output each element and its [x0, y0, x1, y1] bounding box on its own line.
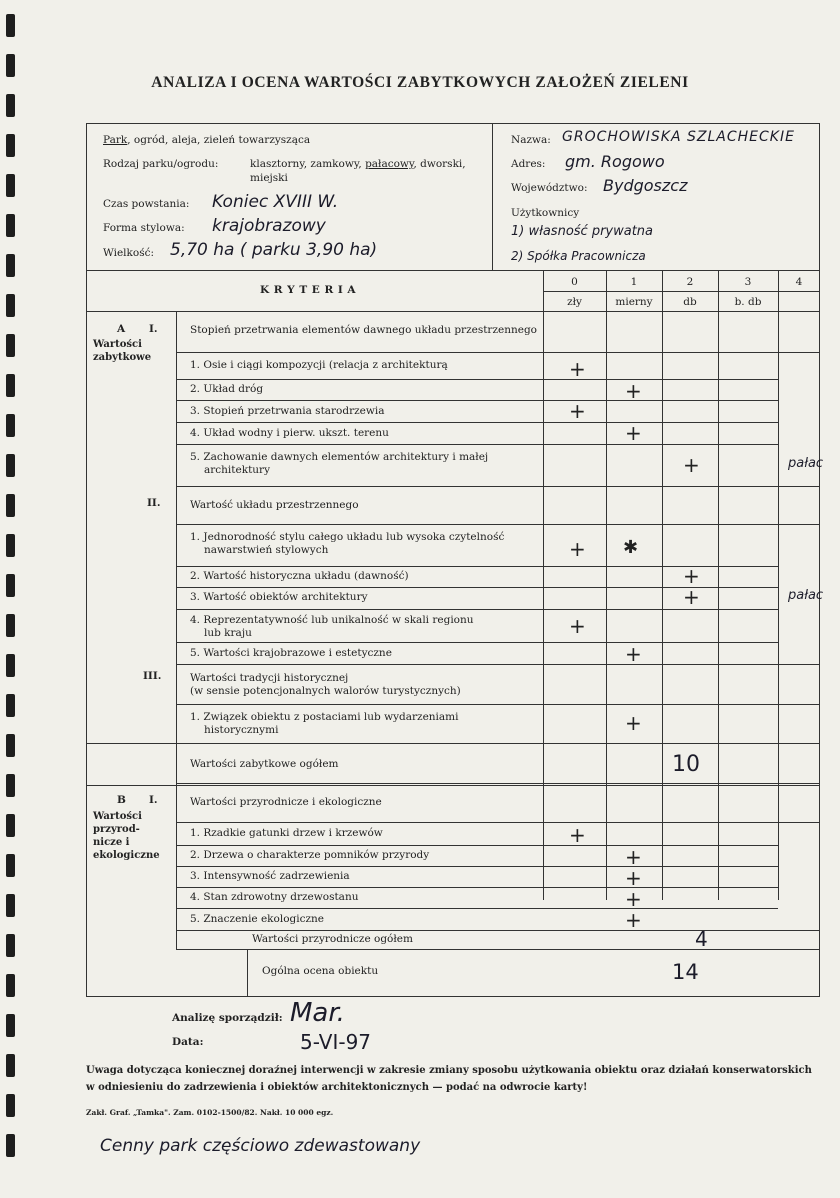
address-label: Adres: — [511, 158, 546, 170]
name-label: Nazwa: — [511, 134, 551, 146]
section-a-letter: A — [117, 323, 126, 335]
a3-row-1b: historycznymi — [204, 724, 279, 736]
handwritten-remark: Cenny park częściowo zdewastowany — [100, 1136, 421, 1156]
prepared-by-signature: Mar. — [290, 998, 345, 1028]
section-a-roman-1: I. — [149, 323, 158, 335]
section-a-total-label: Wartości zabytkowe ogółem — [190, 758, 339, 770]
printer-imprint: Zakł. Graf. „Tamka". Zam. 0102-1500/82. Nakł. 10 000 egz. — [86, 1108, 334, 1117]
section-b-name-4: ekologiczne — [93, 850, 160, 861]
date-value: 5-VI-97 — [300, 1030, 372, 1054]
mark-a1-r1: + — [569, 357, 586, 381]
scale-num-2: 2 — [686, 276, 694, 288]
overall-value: 14 — [672, 960, 699, 984]
a3-row-1a: 1. Związek obiektu z postaciami lub wydarzeniami — [190, 711, 459, 723]
park-kind-options: klasztorny, zamkowy, pałacowy, dworski, — [250, 158, 466, 170]
section-a-roman-2: II. — [147, 497, 161, 509]
page-title: ANALIZA I OCENA WARTOŚCI ZABYTKOWYCH ZAŁOŻEŃ ZIELENI — [151, 74, 689, 91]
prepared-by-label: Analizę sporządził: — [172, 1012, 283, 1024]
section-b-letter: B — [117, 794, 126, 806]
a3-group-title-2: (w sensie potencjonalnych walorów turystycznych) — [190, 685, 461, 697]
scale-label-3: b. db — [734, 296, 762, 308]
scale-label-1: mierny — [615, 296, 653, 308]
scale-num-3: 3 — [744, 276, 752, 288]
a2-group-title: Wartość układu przestrzennego — [190, 499, 359, 511]
mark-b1-r1: + — [569, 823, 586, 847]
park-kind-option-city: miejski — [250, 172, 288, 184]
a3-group-title-1: Wartości tradycji historycznej — [190, 672, 349, 684]
name-value: GROCHOWISKA SZLACHECKIE — [562, 129, 795, 145]
object-type-line: Park, ogród, aleja, zieleń towarzysząca — [103, 134, 311, 146]
section-b-name-3: nicze i — [93, 837, 130, 848]
user-1: 1) własność prywatna — [511, 224, 654, 239]
voivodeship-value: Bydgoszcz — [603, 176, 688, 195]
scale-label-0: zły — [567, 296, 582, 308]
a1-row-2: 2. Układ dróg — [190, 383, 264, 395]
creation-time-value: Koniec XVIII W. — [212, 192, 339, 212]
mark-a2-r1-0: + — [569, 537, 586, 561]
scale-num-1: 1 — [630, 276, 638, 288]
a1-row-5-note: pałac — [788, 456, 824, 471]
mark-a2-r4: + — [569, 614, 586, 638]
mark-a2-r1-1: ✱ — [623, 537, 639, 558]
park-kind-label: Rodzaj parku/ogrodu: — [103, 158, 219, 170]
mark-a1-r3: + — [569, 399, 586, 423]
intervention-note: Uwaga dotycząca koniecznej doraźnej interwencji w zakresie zmiany sposobu użytkowania obiektu oraz działań konserwatorskich w odniesieniu do zadrzewienia i obiektów architektonicznych — podać na odwrocie karty! — [86, 1065, 812, 1093]
a1-row-4: 4. Układ wodny i pierw. ukszt. terenu — [190, 427, 389, 439]
mark-a2-r2: + — [683, 564, 700, 588]
a1-row-3: 3. Stopień przetrwania starodrzewia — [190, 405, 385, 417]
size-label: Wielkość: — [103, 247, 155, 259]
a2-row-5: 5. Wartości krajobrazowe i estetyczne — [190, 647, 392, 659]
mark-a3-r1: + — [625, 711, 642, 735]
section-b-total-value: 4 — [695, 927, 708, 951]
section-a-total-value: 10 — [672, 752, 700, 777]
criteria-heading: K R Y T E R I A — [260, 284, 357, 296]
user-2: 2) Spółka Pracownicza — [511, 249, 646, 263]
mark-a2-r5: + — [625, 642, 642, 666]
b1-row-5: 5. Znaczenie ekologiczne — [190, 913, 325, 925]
section-b-name-1: Wartości — [93, 811, 142, 822]
a1-row-5a: 5. Zachowanie dawnych elementów architektury i małej — [190, 451, 489, 463]
b1-group-title: Wartości przyrodnicze i ekologiczne — [190, 796, 382, 808]
a2-row-2: 2. Wartość historyczna układu (dawność) — [190, 570, 409, 582]
a1-row-5b: architektury — [204, 464, 271, 476]
scale-label-2: db — [683, 296, 697, 308]
style-form-value: krajobrazowy — [212, 216, 326, 236]
section-b-roman: I. — [149, 794, 158, 806]
section-a-roman-3: III. — [143, 670, 162, 682]
scale-num-0: 0 — [571, 276, 578, 288]
section-b-total-label: Wartości przyrodnicze ogółem — [252, 933, 413, 945]
section-a-name-1: Wartości — [93, 339, 142, 350]
a1-group-title: Stopień przetrwania elementów dawnego układu przestrzennego — [190, 324, 537, 336]
a2-row-3: 3. Wartość obiektów architektury — [190, 591, 368, 603]
a2-row-4a: 4. Reprezentatywność lub unikalność w skali regionu — [190, 614, 474, 626]
users-label: Użytkownicy — [511, 207, 580, 219]
mark-b1-r2: + — [625, 845, 642, 869]
a1-row-1: 1. Osie i ciągi kompozycji (relacja z architekturą — [190, 359, 448, 371]
mark-b1-r3: + — [625, 866, 642, 890]
date-label: Data: — [172, 1036, 204, 1048]
overall-label: Ogólna ocena obiektu — [262, 965, 379, 977]
mark-b1-r4: + — [625, 887, 642, 911]
mark-a1-r5: + — [683, 453, 700, 477]
b1-row-4: 4. Stan zdrowotny drzewostanu — [190, 891, 359, 903]
a2-row-1b: nawarstwień stylowych — [204, 544, 329, 556]
section-a-name-2: zabytkowe — [93, 352, 152, 363]
section-b-name-2: przyrod- — [93, 824, 140, 835]
b1-row-3: 3. Intensywność zadrzewienia — [190, 870, 350, 882]
mark-a1-r2: + — [625, 379, 642, 403]
address-value: gm. Rogowo — [565, 152, 665, 171]
voivodeship-label: Województwo: — [511, 182, 588, 194]
mark-a1-r4: + — [625, 421, 642, 445]
a2-row-4b: lub kraju — [204, 627, 252, 639]
mark-b1-r5: + — [625, 908, 642, 932]
a2-row-1a: 1. Jednorodność stylu całego układu lub wysoka czytelność — [190, 531, 505, 543]
mark-a2-r3: + — [683, 585, 700, 609]
a2-row-3-note: pałac — [788, 588, 824, 603]
scale-num-4: 4 — [795, 276, 803, 288]
style-form-label: Forma stylowa: — [103, 222, 185, 234]
b1-row-2: 2. Drzewa o charakterze pomników przyrody — [190, 849, 430, 861]
size-value: 5,70 ha ( parku 3,90 ha) — [170, 240, 378, 260]
creation-time-label: Czas powstania: — [103, 198, 190, 210]
b1-row-1: 1. Rzadkie gatunki drzew i krzewów — [190, 827, 383, 839]
